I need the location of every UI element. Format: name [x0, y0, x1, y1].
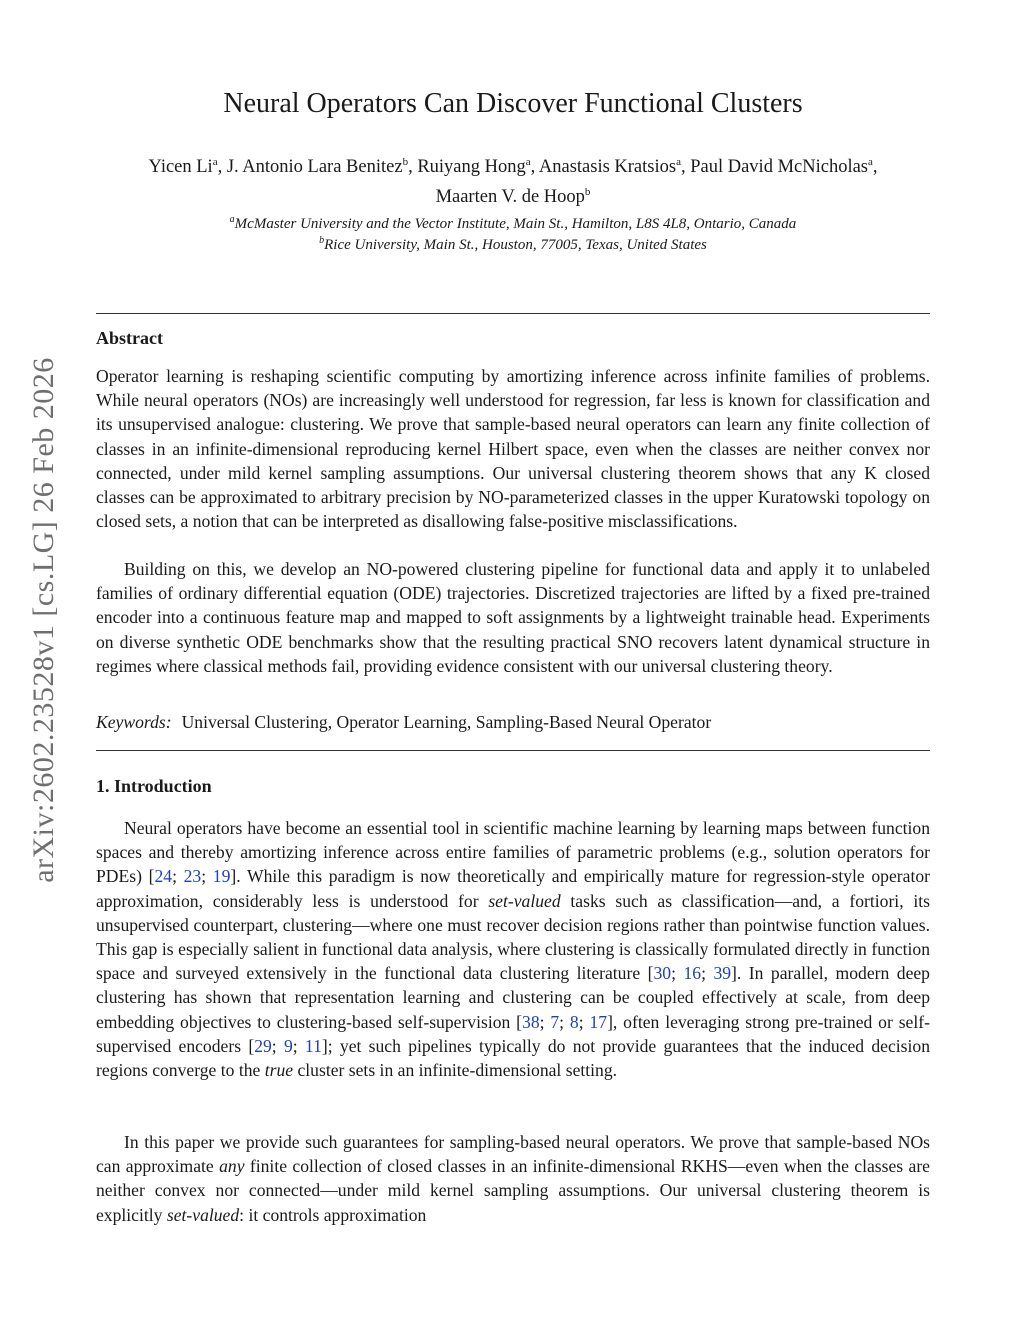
- author-affil-mark: a: [676, 156, 681, 168]
- citation-link[interactable]: 9: [283, 1035, 293, 1056]
- citation-link[interactable]: 38: [522, 1011, 540, 1032]
- author-name: , Ruiyang Hong: [408, 157, 526, 178]
- abstract-paragraph-1: Operator learning is reshaping scientific computing by amortizing inference across infinite families of problems. While neural operators (NOs) are increasingly well understood for regression, far less is known for classification and its unsupervised analogue: clustering. We prove that sample-based neural operators can learn any finite collection of classes in an infinite-dimensional reproducing kernel Hilbert space, even when the classes are neither convex nor connected, under mild kernel sampling assumptions. Our universal clustering theorem shows that any K closed classes can be approximated to arbitrary precision by NO-parameterized classes in the upper Kuratowski topology on closed sets, a notion that can be interpreted as disallowing false-positive misclassifications.: [96, 366, 930, 532]
- citation-link[interactable]: 24: [154, 866, 173, 887]
- citation-link[interactable]: 19: [212, 866, 231, 887]
- author-affil-mark: a: [868, 156, 873, 168]
- affiliation-mark: a: [229, 214, 235, 225]
- keywords-text: Universal Clustering, Operator Learning, Sampling-Based Neural Operator: [181, 712, 712, 732]
- affiliation-a: [96, 214, 930, 233]
- affiliation-text: McMaster University and the Vector Institute, Main St., Hamilton, L8S 4L8, Ontario, Canada: [234, 216, 797, 232]
- affiliation-b: [96, 235, 930, 254]
- abstract-paragraph-2: Building on this, we develop an NO-powered clustering pipeline for functional data and apply it to unlabeled families of ordinary differential equation (ODE) trajectories. Discretized trajectories are lifted by a fixed pre-trained encoder into a continuous feature map and mapped to soft assignments by a lightweight trainable head. Experiments on diverse synthetic ODE benchmarks show that the resulting practical SNO recovers latent dynamical structure in regimes where classical methods fail, providing evidence consistent with our universal clustering theory.: [96, 559, 930, 676]
- abstract-top-rule: [96, 313, 930, 314]
- citation-link[interactable]: 23: [183, 866, 202, 887]
- author-name: , J. Antonio Lara Benitez: [217, 157, 403, 178]
- citation-link[interactable]: 39: [713, 963, 732, 984]
- author-affil-mark: b: [402, 156, 409, 168]
- citation-link[interactable]: 29: [254, 1035, 272, 1056]
- citation-link[interactable]: 8: [569, 1011, 579, 1032]
- citation-link[interactable]: 7: [550, 1011, 560, 1032]
- author-name: , Anastasis Kratsios: [530, 157, 677, 178]
- affiliation-text: Rice University, Main St., Houston, 77005, Texas, United States: [324, 237, 707, 253]
- citation-link[interactable]: 17: [589, 1011, 608, 1032]
- affiliation-mark: b: [319, 235, 325, 246]
- author-list: [130, 150, 896, 210]
- section-heading-introduction: 1. Introduction: [96, 776, 212, 796]
- citation-link[interactable]: 30: [653, 963, 672, 984]
- citation-link[interactable]: 11: [304, 1035, 322, 1056]
- author-name: , Maarten V. de Hoop: [435, 157, 878, 208]
- author-affil-mark: a: [212, 156, 218, 168]
- citation-link[interactable]: 16: [683, 963, 702, 984]
- intro-paragraph-1: Neural operators have become an essential tool in scientific machine learning by learning maps between function spaces and thereby amortizing inference across entire families of parametric problems (e.g., solution operators for PDEs) [24; 23; 19]. While this paradigm is now theoretically and empirically mature for regression-style operator approximation, considerably less is understood for set-valued tasks such as classification—and, a fortiori, its unsupervised counterpart, clustering—where one must recover decision regions rather than pointwise function values. This gap is especially salient in functional data analysis, where clustering is classically formulated directly in function space and surveyed extensively in the functional data clustering literature [30; 16; 39]. In parallel, modern deep clustering has shown that representation learning and clustering can be coupled effectively at scale, from deep embedding objectives to clustering-based self-supervision [38; 7; 8; 17], often leveraging strong pre-trained or self-supervised encoders [29; 9; 11]; yet such pipelines typically do not provide guarantees that the induced decision regions converge to the true cluster sets in an infinite-dimensional setting.: [96, 818, 930, 1081]
- intro-paragraph-2: In this paper we provide such guarantees for sampling-based neural operators. We prove that sample-based NOs can approximate any finite collection of closed classes in an infinite-dimensional RKHS—even when the classes are neither convex nor connected—under mild kernel sampling assumptions. Our universal clustering theorem is explicitly set-valued: it controls approximation: [96, 1132, 930, 1225]
- author-name: Yicen Li: [148, 157, 213, 178]
- author-affil-mark: a: [525, 156, 531, 168]
- keywords-label: Keywords:: [96, 712, 172, 732]
- paper-title: Neural Operators Can Discover Functional Clusters: [223, 88, 803, 119]
- author-name: , Paul David McNicholas: [680, 157, 868, 178]
- keywords: [96, 712, 711, 733]
- abstract-heading: Abstract: [96, 328, 163, 348]
- author-affil-mark: b: [584, 186, 591, 199]
- abstract-bottom-rule: [96, 750, 930, 751]
- arxiv-side-stamp: arXiv:2602.23528v1 [cs.LG] 26 Feb 2026: [27, 357, 60, 883]
